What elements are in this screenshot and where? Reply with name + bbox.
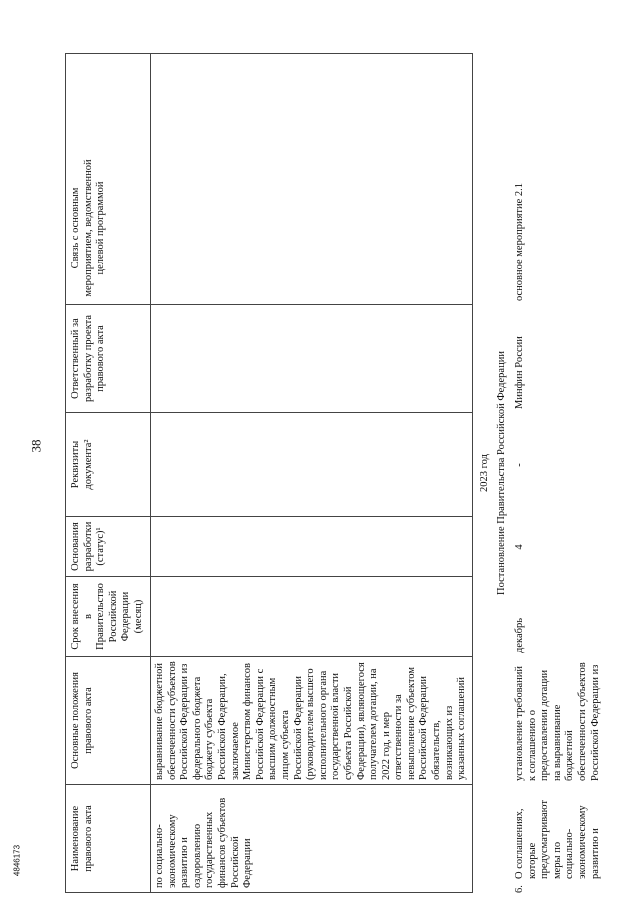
act-type-subheading: Постановление Правительства Российской Федерации (496, 351, 508, 595)
cell-act-name: по социально-экономическому развитию и оздоровлению государственных финансов субъектов Российской Федерации (151, 784, 472, 892)
legislative-plan-table (65, 53, 602, 893)
header-act-name: Наименование правового акта (66, 784, 150, 892)
cell-empty (151, 576, 472, 656)
year-heading: 2023 год (478, 454, 490, 492)
header-main-provisions: Основные положения правового акта (66, 656, 150, 784)
cell-empty (151, 304, 472, 412)
cell-empty (151, 516, 472, 576)
page-number: 38 (28, 439, 44, 453)
cell-empty (151, 152, 472, 304)
row6-responsible: Минфин России (514, 336, 526, 409)
row6-program-link: основное мероприятие 2.1 (514, 182, 526, 301)
header-responsible: Ответственный за разработку проекта правового акта (66, 304, 150, 412)
header-document-requisites: Реквизиты документа² (66, 412, 150, 516)
cell-main-provisions: выравнивание бюджетной обеспеченности субъектов Российской Федерации из федерального бюджета бюджету субъекта Российской Федерации, заключаемое Министерством финансов Российской Федерации с высшим должностным лицом субъекта Российской Федерации (руководителем высшего исполнительного органа государственной власти субъекта Российской Федерации), являющегося получателем дотации, на 2022 год, и мер ответственности за невыполнение субъектом Российской Федерации обязательств, возникающих из указанных соглашений (151, 656, 472, 784)
row6-act-name (514, 785, 602, 893)
cell-empty (151, 412, 472, 516)
row-number: 6. (514, 885, 526, 893)
header-program-link: Связь с основным мероприятием, ведомственной целевой программой (70, 159, 107, 297)
table-row-6 (514, 53, 602, 893)
table-row-continuation (151, 53, 473, 893)
header-submission-deadline: Срок внесения в Правительство Российской Федерации (месяц) (66, 576, 150, 656)
table-header-row (65, 53, 151, 893)
rotated-table-sheet (50, 35, 630, 905)
document-id: 4846173 (12, 844, 22, 877)
row6-requisites: - (514, 463, 526, 467)
row6-provisions: установление требований к соглашению о предоставлении дотации на выравнивание бюджетной обеспеченности субъектов Российской Федерации из (514, 662, 601, 781)
row6-deadline: декабрь (514, 618, 526, 653)
header-basis-status: Основания разработки (статус)¹ (66, 516, 150, 576)
row6-basis: 4 (514, 544, 526, 550)
row6-name-text: О соглашениях, которые предусматривают меры по социально-экономическому развитию и (514, 800, 601, 879)
